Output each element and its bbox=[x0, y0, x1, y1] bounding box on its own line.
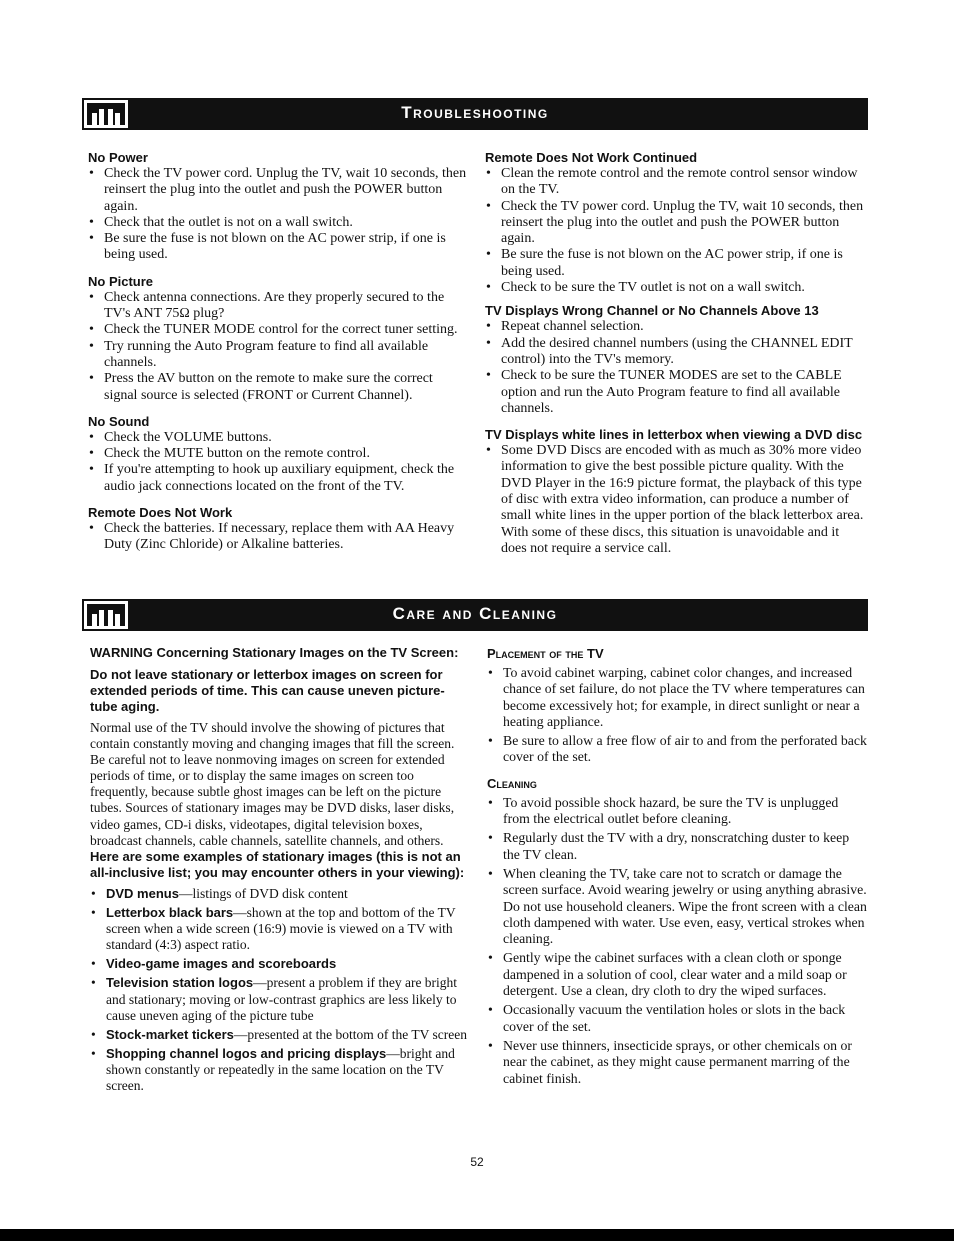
list-item: • Press the AV button on the remote to make sure the correct signal source is selected (FRONT or Current Channel). bbox=[88, 371, 468, 404]
list-item: • Clean the remote control and the remote control sensor window on the TV. bbox=[485, 166, 865, 199]
list-item: • Gently wipe the cabinet surfaces with a clean cloth or sponge dampened in a solution of cool, clear water and a mild soap or detergent. Use a clean, dry cloth to dry the wiped surfaces. bbox=[487, 950, 867, 999]
list-item: • Repeat channel selection. bbox=[485, 319, 865, 335]
troubleshooting-right-column bbox=[485, 150, 865, 557]
care-left-column bbox=[90, 645, 470, 1097]
example-term: Letterbox black bars bbox=[106, 905, 234, 921]
list-item: • To avoid possible shock hazard, be sure the TV is unplugged from the electrical outlet before cleaning. bbox=[487, 795, 867, 828]
care-right-column bbox=[487, 646, 867, 1090]
list-item: • Check the TUNER MODE control for the correct tuner setting. bbox=[88, 322, 468, 338]
remote-list bbox=[88, 521, 468, 554]
cleaning-heading: Cleaning bbox=[487, 775, 537, 791]
examples-list bbox=[90, 886, 470, 1094]
list-item: • Be sure the fuse is not blown on the AC power strip, if one is being used. bbox=[88, 231, 468, 264]
list-item: • To avoid cabinet warping, cabinet color changes, and increased chance of set failure, do not place the TV where temperatures can become excessively hot; for example, in direct sunlight or near a heating appliance. bbox=[487, 665, 867, 730]
list-item bbox=[90, 1046, 470, 1094]
list-item bbox=[90, 886, 470, 902]
body-text: Normal use of the TV should involve the showing of pictures that contain constantly moving and changing images that fill the screen. Be careful not to leave nonmoving images on screen for extended periods of time, or to display the same images on screen too frequently, because subtle ghost images can be left on the picture tubes. Sources of stationary images may be DVD disks, laser disks, video games, CD-i disks, videotapes, digital television boxes, broadcast channels, cable channels, satellite channels, and others. bbox=[90, 720, 455, 848]
list-item: • Check the batteries. If necessary, replace them with AA Heavy Duty (Zinc Chloride) or Alkaline batteries. bbox=[88, 521, 468, 554]
example-desc: —present a problem if they are bright and stationary; moving or low-contrast graphics are less likely to cause uneven aging of the picture tube bbox=[106, 975, 458, 1023]
no-picture-heading: No Picture bbox=[88, 273, 154, 289]
example-desc: —listings of DVD disk content bbox=[178, 885, 348, 901]
list-item: • Check to be sure the TUNER MODES are set to the CABLE option and run the Auto Program feature to find all available channels. bbox=[485, 368, 865, 417]
no-sound-list bbox=[88, 430, 468, 495]
example-term: Video-game images and scoreboards bbox=[106, 956, 337, 972]
warning-body bbox=[90, 720, 470, 881]
example-desc: —presented at the bottom of the TV screen bbox=[233, 1026, 467, 1042]
list-item: • When cleaning the TV, take care not to scratch or damage the screen surface. Avoid wearing jewelry or using anything abrasive. Do not use household cleaners. Wipe the front screen with a clean cloth dampened with water. Use even, easy, vertical strokes when cleaning. bbox=[487, 866, 867, 947]
white-lines-list bbox=[485, 443, 865, 557]
list-item: • Some DVD Discs are encoded with as much as 30% more video information to give the best possible picture quality. With the DVD Player in the 16:9 picture format, the playback of this type of disc with extra video information, can produce a number of small white lines in the upper portion of the black letterbox area. With some of these discs, this situation is unavoidable and it does not require a service call. bbox=[485, 443, 865, 557]
list-item: • If you're attempting to hook up auxiliary equipment, check the audio jack connections located on the front of the TV. bbox=[88, 462, 468, 495]
list-item: • Check the MUTE button on the remote control. bbox=[88, 446, 468, 462]
troubleshooting-left-column bbox=[88, 150, 468, 554]
list-item: • Check the TV power cord. Unplug the TV, wait 10 seconds, then reinsert the plug into the outlet and push the POWER button again. bbox=[485, 199, 865, 248]
placement-list bbox=[487, 665, 867, 766]
body-bold: Here are some examples of stationary images (this is not an all-inclusive list; you may encounter others in your viewing): bbox=[90, 848, 465, 880]
list-item: • Add the desired channel numbers (using the CHANNEL EDIT control) into the TV's memory. bbox=[485, 336, 865, 369]
list-item bbox=[90, 956, 470, 972]
section-title-care: Care and Cleaning bbox=[392, 604, 558, 623]
list-item: • Occasionally vacuum the ventilation holes or slots in the back cover of the set. bbox=[487, 1002, 867, 1035]
list-item bbox=[90, 975, 470, 1023]
section-title-troubleshooting: Troubleshooting bbox=[401, 103, 549, 122]
list-item bbox=[90, 1027, 470, 1043]
example-term: Stock-market tickers bbox=[106, 1026, 234, 1042]
no-picture-list bbox=[88, 290, 468, 404]
list-item: • Check the TV power cord. Unplug the TV, wait 10 seconds, then reinsert the plug into the outlet and push the POWER button again. bbox=[88, 166, 468, 215]
example-desc: —shown at the top and bottom of the TV screen when a wide screen (16:9) movie is viewed on a TV with standard (4:3) aspect ratio. bbox=[106, 905, 456, 953]
list-item: • Regularly dust the TV with a dry, nonscratching duster to keep the TV clean. bbox=[487, 830, 867, 863]
placement-heading: Placement of the TV bbox=[487, 646, 604, 661]
care-cleaning-banner bbox=[82, 599, 868, 631]
list-item: • Check that the outlet is not on a wall switch. bbox=[88, 215, 468, 231]
warning-heading: WARNING Concerning Stationary Images on the TV Screen: bbox=[90, 645, 459, 660]
list-item: • Be sure the fuse is not blown on the AC power strip, if one is being used. bbox=[485, 247, 865, 280]
white-lines-heading: TV Displays white lines in letterbox when viewing a DVD disc bbox=[485, 427, 863, 443]
wrong-channel-list bbox=[485, 319, 865, 417]
bottom-border bbox=[0, 1229, 954, 1241]
no-power-list bbox=[88, 166, 468, 264]
no-power-heading: No Power bbox=[88, 150, 148, 165]
no-sound-heading: No Sound bbox=[88, 413, 150, 429]
list-item: • Check to be sure the TV outlet is not on a wall switch. bbox=[485, 280, 865, 296]
remote-continued-heading: Remote Does Not Work Continued bbox=[485, 150, 698, 165]
troubleshooting-banner bbox=[82, 98, 868, 130]
example-desc: —bright and shown constantly or repeatedly in the same location on the TV screen. bbox=[106, 1045, 455, 1093]
wrong-channel-heading: TV Displays Wrong Channel or No Channels Above 13 bbox=[485, 303, 819, 319]
list-item: • Try running the Auto Program feature to find all available channels. bbox=[88, 339, 468, 372]
remote-heading: Remote Does Not Work bbox=[88, 505, 233, 521]
list-item: • Check the VOLUME buttons. bbox=[88, 430, 468, 446]
example-term: Television station logos bbox=[106, 975, 254, 991]
example-term: DVD menus bbox=[106, 885, 179, 901]
list-item: • Check antenna connections. Are they properly secured to the TV's ANT 75Ω plug? bbox=[88, 290, 468, 323]
warning-bold: Do not leave stationary or letterbox images on screen for extended periods of time. This can cause uneven picture-tube aging. bbox=[90, 667, 445, 714]
list-item bbox=[90, 905, 470, 953]
list-item: • Be sure to allow a free flow of air to and from the perforated back cover of the set. bbox=[487, 733, 867, 766]
page-number: 52 bbox=[470, 1155, 484, 1169]
example-term: Shopping channel logos and pricing displays bbox=[106, 1045, 387, 1061]
list-item: • Never use thinners, insecticide sprays, or other chemicals on or near the cabinet, as they might cause permanent marring of the cabinet finish. bbox=[487, 1038, 867, 1087]
remote-continued-list bbox=[485, 166, 865, 296]
cleaning-list bbox=[487, 795, 867, 1087]
